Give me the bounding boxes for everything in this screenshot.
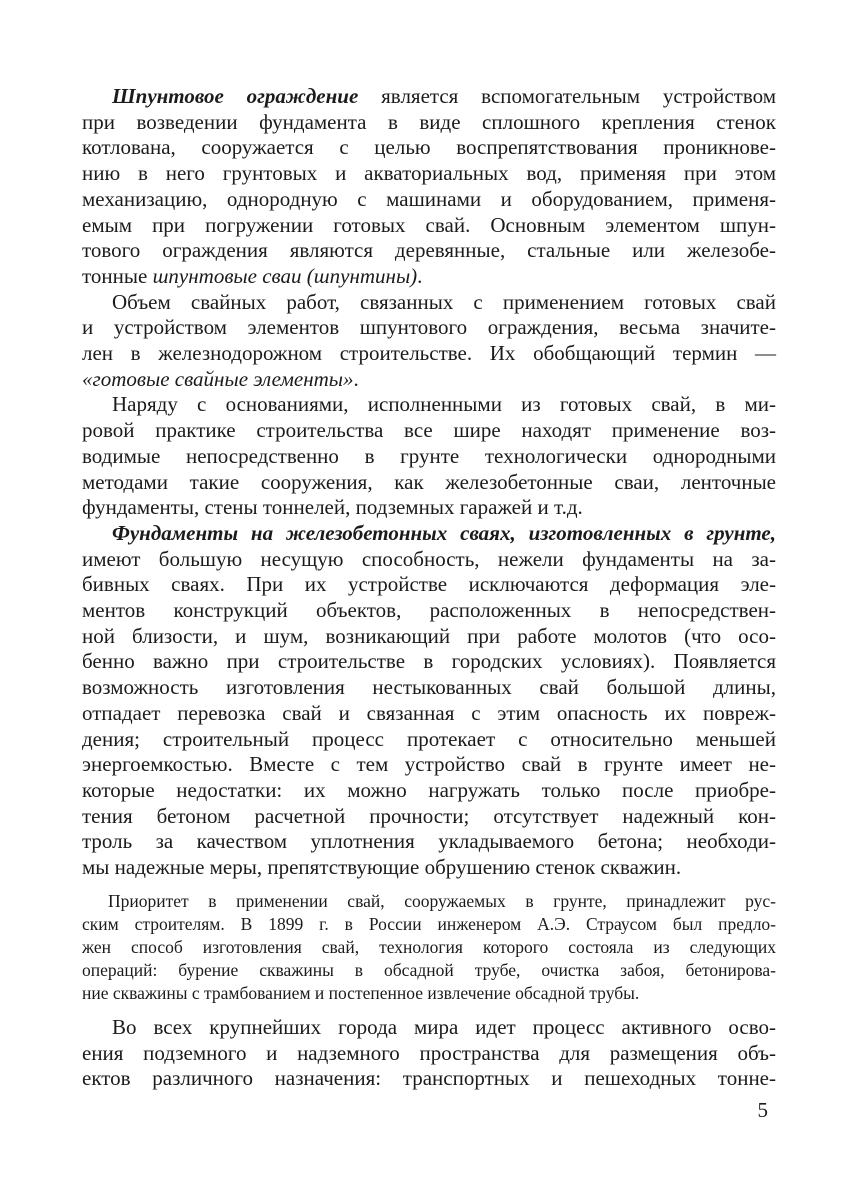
text-segment: шпунтовые сваи (шпунтины) bbox=[152, 263, 418, 288]
text-line bbox=[82, 804, 776, 830]
text-line bbox=[82, 1041, 776, 1067]
text-line bbox=[82, 778, 776, 804]
text-segment: Шпунтовое ограждение bbox=[112, 84, 359, 108]
text-line bbox=[82, 161, 776, 187]
text-segment: бивных сваях. При их устройстве исключаются деформация эле- bbox=[82, 572, 776, 597]
text-line bbox=[82, 675, 776, 701]
text-line bbox=[82, 855, 776, 881]
paragraph bbox=[82, 84, 776, 290]
paragraph bbox=[82, 392, 776, 521]
text-segment: котлована, сооружается с целью воспрепятствования проникнове- bbox=[82, 135, 776, 160]
text-block bbox=[82, 84, 776, 1092]
text-segment: . bbox=[417, 263, 423, 288]
paragraph bbox=[82, 521, 776, 881]
text-line bbox=[82, 315, 776, 341]
text-line bbox=[82, 913, 776, 936]
text-segment: ения подземного и надземного пространства для размещения объ- bbox=[82, 1040, 776, 1065]
text-segment: жен способ изготовления свай, технология которого состояла из следующих bbox=[82, 936, 776, 957]
text-segment: . bbox=[353, 366, 359, 391]
text-segment: тового ограждения являются деревянные, стальные или железобе- bbox=[82, 238, 776, 263]
text-segment: фундаменты, стены тоннелей, подземных гаражей и т.д. bbox=[82, 495, 583, 520]
text-line bbox=[82, 84, 776, 110]
text-segment: тения бетоном расчетной прочности; отсутствует надежный кон- bbox=[82, 803, 776, 828]
paragraph bbox=[82, 1015, 776, 1092]
text-segment: отпадает перевозка свай и связанная с этим опасность их повреж- bbox=[82, 700, 776, 725]
text-line bbox=[82, 1015, 776, 1041]
text-segment: ским строителям. В 1899 г. в России инженером А.Э. Страусом был предло- bbox=[82, 913, 776, 934]
text-segment: водимые непосредственно в грунте технологически однородными bbox=[82, 443, 776, 468]
text-segment: Приоритет в применении свай, сооружаемых в грунте, принадлежит рус- bbox=[108, 890, 776, 911]
text-line bbox=[82, 624, 776, 650]
text-segment: дения; строительный процесс протекает с относительно меньшей bbox=[82, 726, 776, 751]
text-segment: механизацию, однородную с машинами и оборудованием, применя- bbox=[82, 186, 776, 211]
text-segment: Наряду с основаниями, исполненными из готовых свай, в ми- bbox=[112, 392, 776, 417]
text-segment: мы надежные меры, препятствующие обрушению стенок скважин. bbox=[82, 855, 682, 880]
text-line bbox=[82, 392, 776, 418]
text-line bbox=[82, 341, 776, 367]
text-line bbox=[82, 264, 776, 290]
text-segment: нию в него грунтовых и акваториальных вод, применяя при этом bbox=[82, 161, 776, 186]
text-segment: ровой практике строительства все шире находят применение воз- bbox=[82, 418, 776, 443]
text-line bbox=[82, 547, 776, 573]
text-line bbox=[82, 727, 776, 753]
text-segment: операций: бурение скважины в обсадной трубе, очистка забоя, бетонирова- bbox=[82, 959, 776, 980]
text-segment: возможность изготовления нестыкованных свай большой длины, bbox=[82, 675, 776, 700]
text-segment: Объем свайных работ, связанных с применением готовых свай bbox=[112, 289, 776, 314]
paragraph bbox=[82, 890, 776, 1005]
text-line bbox=[82, 238, 776, 264]
text-segment: бенно важно при строительстве в городских условиях). Появляется bbox=[82, 649, 776, 674]
text-segment: имеют большую несущую способность, нежели фундаменты на за- bbox=[82, 546, 776, 571]
text-line bbox=[82, 936, 776, 959]
text-line bbox=[82, 752, 776, 778]
text-line bbox=[82, 982, 776, 1005]
text-line bbox=[82, 110, 776, 136]
text-segment: ние скважины с трамбованием и постепенное извлечение обсадной трубы. bbox=[82, 982, 640, 1003]
paragraph bbox=[82, 290, 776, 393]
text-line bbox=[82, 213, 776, 239]
text-line bbox=[82, 890, 776, 913]
text-line bbox=[82, 290, 776, 316]
text-line bbox=[82, 598, 776, 624]
text-line bbox=[82, 701, 776, 727]
text-segment: тонные bbox=[82, 263, 153, 288]
text-segment: ектов различного назначения: транспортных и пешеходных тонне- bbox=[82, 1066, 776, 1091]
text-segment: емым при погружении готовых свай. Основным элементом шпун- bbox=[82, 212, 776, 237]
text-line bbox=[82, 649, 776, 675]
text-line bbox=[82, 470, 776, 496]
text-segment: Во всех крупнейших города мира идет процесс активного осво- bbox=[112, 1014, 776, 1039]
text-line bbox=[82, 187, 776, 213]
text-segment: ментов конструкций объектов, расположенных в непосредствен- bbox=[82, 598, 776, 623]
text-line bbox=[82, 135, 776, 161]
text-segment: «готовые свайные элементы» bbox=[82, 366, 354, 391]
text-line bbox=[82, 418, 776, 444]
text-line bbox=[82, 367, 776, 393]
text-segment: троль за качеством уплотнения укладываемого бетона; необходи- bbox=[82, 829, 776, 854]
text-segment: которые недостатки: их можно нагружать только после приобре- bbox=[82, 777, 776, 802]
text-line bbox=[82, 829, 776, 855]
text-segment: энергоемкостью. Вместе с тем устройство свай в грунте имеет не- bbox=[82, 752, 776, 777]
text-segment: при возведении фундамента в виде сплошного крепления стенок bbox=[82, 109, 776, 134]
page-number: 5 bbox=[757, 1098, 768, 1122]
text-segment: методами такие сооружения, как железобетонные сваи, ленточные bbox=[82, 469, 776, 494]
text-line bbox=[82, 444, 776, 470]
text-line bbox=[82, 521, 776, 547]
text-line bbox=[82, 495, 776, 521]
text-segment: является вспомогательным устройством bbox=[358, 84, 776, 108]
text-segment: ной близости, и шум, возникающий при работе молотов (что осо- bbox=[82, 623, 776, 648]
text-line bbox=[82, 572, 776, 598]
text-line bbox=[82, 1066, 776, 1092]
text-segment: лен в железнодорожном строительстве. Их обобщающий термин — bbox=[82, 341, 776, 366]
text-segment: Фундаменты на железобетонных сваях, изготовленных в грунте, bbox=[112, 520, 776, 545]
text-segment: и устройством элементов шпунтового ограждения, весьма значите- bbox=[82, 315, 776, 340]
text-line bbox=[82, 959, 776, 982]
